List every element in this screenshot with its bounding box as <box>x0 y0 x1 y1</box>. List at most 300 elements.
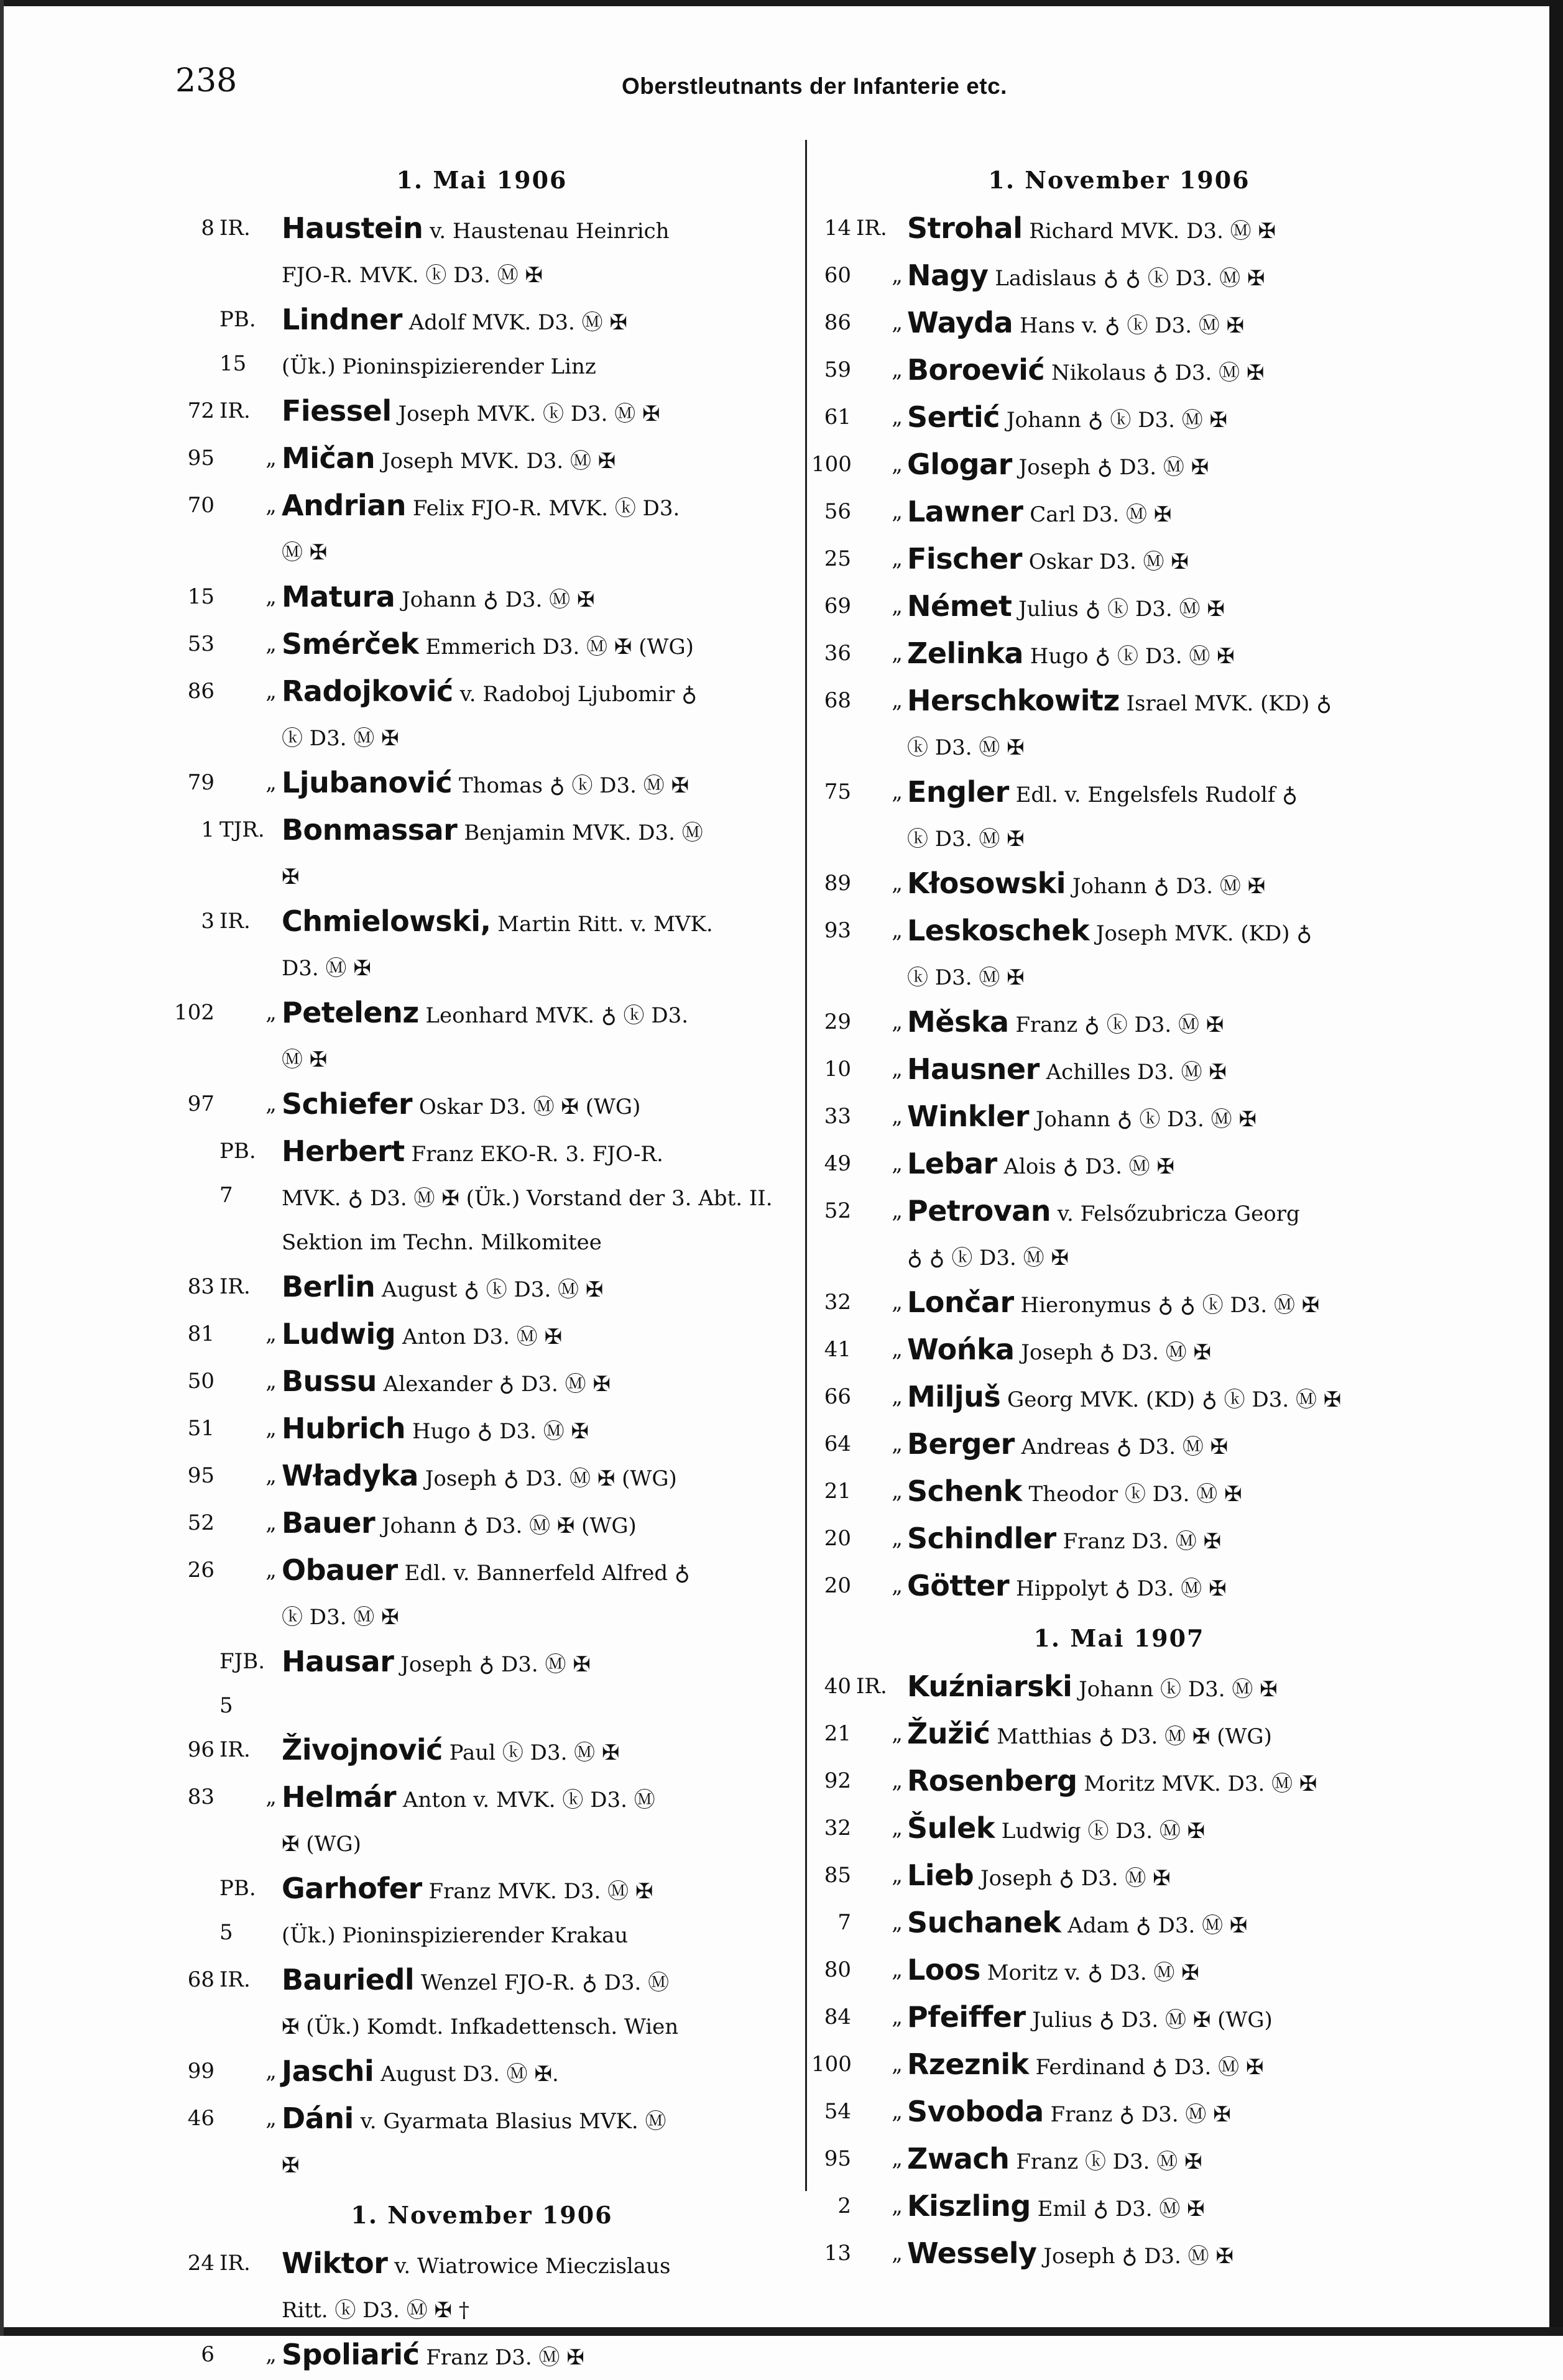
officer-surname: Bauriedl <box>282 1963 415 1996</box>
officer-entry <box>171 1867 793 1958</box>
ditto-mark: „ <box>892 1863 903 1888</box>
unit-abbreviation: IR. <box>856 1674 887 1699</box>
entry-text <box>907 1995 1427 2042</box>
officer-details: v. Haustenau Heinrich <box>430 219 670 244</box>
regiment-number: 61 <box>824 405 851 430</box>
entry-text <box>907 490 1427 537</box>
entry-text <box>907 1469 1427 1517</box>
officer-surname: Kłosowski <box>907 866 1066 900</box>
ditto-mark: „ <box>265 1463 277 1488</box>
officer-surname: Obauer <box>282 1553 398 1587</box>
entry-text <box>907 2137 1427 2184</box>
entry-text <box>282 1312 793 1359</box>
ditto-mark: „ <box>892 1573 903 1598</box>
officer-details: Achilles D3. Ⓜ ✠ <box>1046 1060 1227 1085</box>
officer-surname: Miljuš <box>907 1380 1001 1413</box>
section-heading: 1. November 1906 <box>351 2201 613 2229</box>
ditto-mark: „ <box>265 1416 277 1441</box>
entry-text <box>282 1728 793 1775</box>
ditto-mark: „ <box>892 452 903 477</box>
regiment-number: 51 <box>187 1416 214 1441</box>
unit-abbreviation: PB. 7 <box>219 1139 256 1208</box>
officer-details: Joseph ♁ D3. Ⓜ ✠ (WG) <box>425 1466 677 1491</box>
regiment-number: 25 <box>824 546 851 571</box>
officer-entry <box>171 1775 793 1867</box>
ditto-mark: „ <box>892 2241 903 2266</box>
officer-entry <box>811 1280 1427 1328</box>
ditto-mark: „ <box>892 1198 903 1223</box>
regiment-number: 14 <box>824 216 851 241</box>
officer-entry <box>171 1501 793 1548</box>
officer-surname: Matura <box>282 580 395 613</box>
officer-details: Ferdinand ♁ D3. Ⓜ ✠ <box>1035 2055 1264 2080</box>
entry-text <box>907 1280 1427 1328</box>
officer-entry <box>811 1901 1427 1948</box>
regiment-number: 64 <box>824 1431 851 1456</box>
officer-details-continuation: ⓚ D3. Ⓜ ✠ <box>907 827 1025 852</box>
entry-text <box>282 622 793 669</box>
entry-text <box>907 1000 1427 1047</box>
regiment-number: 68 <box>187 1967 214 1992</box>
officer-surname: Bauer <box>282 1506 376 1540</box>
officer-surname: Boroević <box>907 353 1045 387</box>
officer-details: Andreas ♁ D3. Ⓜ ✠ <box>1021 1435 1229 1459</box>
entry-list <box>811 206 1427 1611</box>
regiment-number: 83 <box>187 1785 214 1809</box>
officer-surname: Smérček <box>282 627 419 661</box>
entry-text <box>282 206 793 298</box>
officer-entry <box>811 1189 1427 1280</box>
regiment-number: 41 <box>824 1337 851 1362</box>
ditto-mark: „ <box>892 1768 903 1793</box>
unit-abbreviation: IR. <box>856 216 887 241</box>
entry-text <box>907 1142 1427 1189</box>
ditto-mark: „ <box>892 1910 903 1935</box>
officer-entry <box>811 1422 1427 1469</box>
officer-entry <box>811 395 1427 443</box>
regiment-number: 52 <box>824 1198 851 1223</box>
officer-entry <box>171 2049 793 2097</box>
officer-entry <box>811 2137 1427 2184</box>
officer-entry <box>811 1665 1427 1712</box>
ditto-mark: „ <box>892 1957 903 1982</box>
entry-text <box>282 899 793 991</box>
regiment-number: 93 <box>824 918 851 943</box>
entry-text <box>907 770 1427 861</box>
officer-surname: Radojković <box>282 674 453 708</box>
officer-entry <box>171 1359 793 1407</box>
officer-entry <box>171 899 793 991</box>
officer-surname: Živojnović <box>282 1733 443 1767</box>
entry-text <box>282 1454 793 1501</box>
regiment-number: 70 <box>187 493 214 518</box>
officer-entry <box>171 622 793 669</box>
officer-surname: Helmár <box>282 1780 397 1814</box>
officer-surname: Berger <box>907 1427 1015 1461</box>
unit-abbreviation: IR. <box>219 1967 251 1992</box>
officer-entry <box>811 770 1427 861</box>
regiment-number: 81 <box>187 1321 214 1346</box>
entry-text <box>907 632 1427 679</box>
regiment-number: 79 <box>187 770 214 795</box>
entry-text <box>282 575 793 622</box>
officer-entry <box>811 1095 1427 1142</box>
officer-entry <box>811 861 1427 909</box>
officer-entry <box>811 490 1427 537</box>
ditto-mark: „ <box>265 1091 277 1116</box>
ditto-mark: „ <box>265 2106 277 2131</box>
regiment-number: 40 <box>824 1674 851 1699</box>
section-heading: 1. November 1906 <box>988 166 1250 194</box>
officer-entry <box>811 1142 1427 1189</box>
officer-details: Wenzel FJO-R. ♁ D3. Ⓜ <box>421 1970 670 1995</box>
entry-text <box>282 1129 793 1265</box>
regiment-number: 26 <box>187 1558 214 1583</box>
ditto-mark: „ <box>265 584 277 609</box>
entry-text <box>907 1517 1427 1564</box>
entry-text <box>907 1422 1427 1469</box>
regiment-number: 36 <box>824 641 851 666</box>
officer-details: Moritz MVK. D3. Ⓜ ✠ <box>1084 1771 1317 1796</box>
officer-details: Joseph MVK. D3. Ⓜ ✠ <box>381 449 616 474</box>
officer-details: Johann ⓚ D3. Ⓜ ✠ <box>1079 1677 1278 1702</box>
officer-details-continuation: ✠ (Ük.) Komdt. Infkadettensch. Wien <box>282 2015 679 2039</box>
entry-text <box>907 1328 1427 1375</box>
officer-entry <box>171 1265 793 1312</box>
officer-details: Ladislaus ♁ ♁ ⓚ D3. Ⓜ ✠ <box>995 266 1265 291</box>
entry-text <box>907 1806 1427 1854</box>
officer-details: Anton D3. Ⓜ ✠ <box>402 1325 563 1349</box>
entry-text <box>282 484 793 575</box>
officer-details-continuation: ✠ <box>282 2153 300 2178</box>
ditto-mark: „ <box>892 546 903 571</box>
regiment-number: 89 <box>824 871 851 896</box>
entry-text <box>282 1359 793 1407</box>
officer-details: Moritz v. ♁ D3. Ⓜ ✠ <box>987 1960 1199 1985</box>
officer-entry <box>811 2184 1427 2231</box>
officer-entry <box>171 1958 793 2049</box>
officer-entry <box>171 1312 793 1359</box>
officer-entry <box>171 436 793 484</box>
regiment-number: 95 <box>187 1463 214 1488</box>
officer-entry <box>811 1328 1427 1375</box>
officer-entry <box>811 679 1427 770</box>
officer-details: Johann ♁ ⓚ D3. Ⓜ ✠ <box>1035 1107 1256 1132</box>
scan-border-left <box>0 0 4 2336</box>
officer-entry <box>171 1548 793 1640</box>
officer-details: Joseph ♁ D3. Ⓜ ✠ <box>400 1652 591 1677</box>
officer-details: Franz ⓚ D3. Ⓜ ✠ <box>1016 2149 1202 2174</box>
officer-surname: Zelinka <box>907 636 1023 670</box>
regiment-number: 83 <box>187 1274 214 1299</box>
officer-details-continuation: ⓚ D3. Ⓜ ✠ <box>907 735 1025 760</box>
regiment-number: 49 <box>824 1151 851 1176</box>
officer-details: Carl D3. Ⓜ ✠ <box>1030 502 1172 527</box>
officer-entry <box>811 2090 1427 2137</box>
officer-entry <box>171 2333 793 2380</box>
scan-border-top <box>0 0 1563 6</box>
ditto-mark: „ <box>265 493 277 518</box>
ditto-mark: „ <box>265 1785 277 1809</box>
officer-details: Joseph ♁ D3. Ⓜ ✠ <box>1018 455 1209 480</box>
ditto-mark: „ <box>892 2005 903 2029</box>
entry-text <box>907 1375 1427 1422</box>
officer-entry <box>811 584 1427 632</box>
entry-list <box>171 206 793 2188</box>
officer-entry <box>811 2042 1427 2090</box>
regiment-number: 15 <box>187 584 214 609</box>
officer-entry <box>171 991 793 1082</box>
officer-entry <box>811 1047 1427 1095</box>
officer-details: Joseph ♁ D3. Ⓜ ✠ <box>980 1866 1171 1891</box>
entry-text <box>282 808 793 899</box>
entry-text <box>907 1854 1427 1901</box>
entry-text <box>282 761 793 808</box>
regiment-number: 3 <box>201 909 214 934</box>
officer-details: Franz ♁ D3. Ⓜ ✠ <box>1050 2102 1231 2127</box>
entry-text <box>282 1082 793 1129</box>
officer-details: Edl. v. Bannerfeld Alfred ♁ <box>404 1561 690 1586</box>
officer-entry <box>811 1712 1427 1759</box>
officer-entry <box>811 1854 1427 1901</box>
officer-surname: Ludwig <box>282 1317 396 1351</box>
entry-text <box>282 1775 793 1867</box>
regiment-number: 20 <box>824 1573 851 1598</box>
officer-surname: Pfeiffer <box>907 2000 1026 2034</box>
officer-details-continuation: FJO-R. MVK. ⓚ D3. Ⓜ ✠ <box>282 263 543 288</box>
unit-abbreviation: IR. <box>219 1274 251 1299</box>
officer-surname: Götter <box>907 1569 1010 1602</box>
regiment-number: 33 <box>824 1104 851 1129</box>
entry-text <box>907 2090 1427 2137</box>
regiment-number: 75 <box>824 779 851 804</box>
officer-entry <box>171 1407 793 1454</box>
officer-surname: Jaschi <box>282 2054 374 2088</box>
officer-details: Matthias ♁ D3. Ⓜ ✠ (WG) <box>997 1724 1272 1749</box>
running-head: Oberstleutnants der Infanterie etc. <box>622 73 1007 99</box>
officer-details: v. Radoboj Ljubomir ♁ <box>459 682 698 707</box>
unit-abbreviation: TJR. <box>219 817 265 842</box>
officer-surname: Schenk <box>907 1474 1022 1508</box>
officer-surname: Wońka <box>907 1333 1015 1366</box>
officer-surname: Hubrich <box>282 1412 406 1445</box>
officer-surname: Petelenz <box>282 996 419 1029</box>
ditto-mark: „ <box>265 679 277 704</box>
regiment-number: 100 <box>811 2052 852 2077</box>
officer-surname: Német <box>907 589 1012 623</box>
officer-details-continuation: ✠ (WG) <box>282 1832 361 1857</box>
regiment-number: 46 <box>187 2106 214 2131</box>
officer-details: Georg MVK. (KD) ♁ ⓚ D3. Ⓜ ✠ <box>1007 1387 1342 1412</box>
officer-surname: Rosenberg <box>907 1764 1077 1798</box>
unit-abbreviation: FJB. 5 <box>219 1649 265 1718</box>
officer-entry <box>171 808 793 899</box>
officer-surname: Loos <box>907 1953 980 1987</box>
ditto-mark: „ <box>892 1721 903 1746</box>
officer-surname: Lawner <box>907 495 1023 528</box>
officer-surname: Andrian <box>282 489 407 522</box>
regiment-number: 53 <box>187 632 214 656</box>
ditto-mark: „ <box>892 1384 903 1409</box>
officer-surname: Schiefer <box>282 1087 413 1121</box>
ditto-mark: „ <box>265 1369 277 1394</box>
officer-entry <box>811 2231 1427 2279</box>
entry-text <box>282 1265 793 1312</box>
officer-details-continuation: ✠ <box>282 865 300 889</box>
entry-text <box>907 2231 1427 2279</box>
officer-surname: Ljubanović <box>282 766 453 799</box>
officer-details: Oskar D3. Ⓜ ✠ (WG) <box>418 1095 641 1119</box>
officer-surname: Kuźniarski <box>907 1670 1072 1703</box>
regiment-number: 96 <box>187 1737 214 1762</box>
officer-details: v. Wiatrowice Mieczislaus <box>394 2254 671 2279</box>
ditto-mark: „ <box>892 688 903 713</box>
officer-surname: Lindner <box>282 303 402 336</box>
entry-text <box>907 537 1427 584</box>
ditto-mark: „ <box>892 2146 903 2171</box>
officer-surname: Hausner <box>907 1052 1040 1086</box>
officer-surname: Fiessel <box>282 394 392 428</box>
officer-entry <box>811 348 1427 395</box>
ditto-mark: „ <box>892 263 903 288</box>
officer-details: Emil ♁ D3. Ⓜ ✠ <box>1037 2197 1205 2221</box>
officer-surname: Strohal <box>907 211 1023 245</box>
officer-surname: Šulek <box>907 1811 995 1845</box>
officer-entry <box>811 1564 1427 1611</box>
officer-entry <box>811 1375 1427 1422</box>
regiment-number: 20 <box>824 1526 851 1551</box>
entry-text <box>907 1189 1427 1280</box>
unit-abbreviation: PB. 5 <box>219 1876 256 1945</box>
officer-surname: Engler <box>907 775 1009 809</box>
regiment-number: 60 <box>824 263 851 288</box>
regiment-number: 32 <box>824 1816 851 1840</box>
regiment-number: 50 <box>187 1369 214 1394</box>
ditto-mark: „ <box>265 1558 277 1583</box>
regiment-number: 80 <box>824 1957 851 1982</box>
ditto-mark: „ <box>892 405 903 430</box>
ditto-mark: „ <box>265 1000 277 1025</box>
regiment-number: 13 <box>824 2241 851 2266</box>
officer-details: Adolf MVK. D3. Ⓜ ✠ <box>408 310 627 335</box>
regiment-number: 54 <box>824 2099 851 2124</box>
officer-entry <box>811 1948 1427 1995</box>
ditto-mark: „ <box>892 1431 903 1456</box>
officer-surname: Wayda <box>907 306 1013 339</box>
officer-details: Franz MVK. D3. Ⓜ ✠ <box>428 1879 653 1904</box>
officer-details: Anton v. MVK. ⓚ D3. Ⓜ <box>402 1788 655 1813</box>
officer-details: Julius ♁ ⓚ D3. Ⓜ ✠ <box>1018 597 1225 622</box>
left-column <box>171 162 793 2380</box>
regiment-number: 100 <box>811 452 852 477</box>
officer-entry <box>171 1129 793 1265</box>
entry-text <box>282 2241 793 2333</box>
officer-details-continuation: ♁ ♁ ⓚ D3. Ⓜ ✠ <box>907 1246 1069 1270</box>
ditto-mark: „ <box>892 1526 903 1551</box>
regiment-number: 32 <box>824 1290 851 1315</box>
officer-details: Franz ♁ ⓚ D3. Ⓜ ✠ <box>1015 1013 1224 1037</box>
officer-surname: Petrovan <box>907 1194 1051 1228</box>
entry-text <box>907 1759 1427 1806</box>
officer-details: Adam ♁ D3. Ⓜ ✠ <box>1067 1913 1248 1938</box>
ditto-mark: „ <box>892 1290 903 1315</box>
officer-entry <box>171 1640 793 1728</box>
officer-entry <box>171 206 793 298</box>
unit-abbreviation: IR. <box>219 1737 251 1762</box>
ditto-mark: „ <box>892 871 903 896</box>
officer-surname: Sertić <box>907 400 1000 434</box>
entry-text <box>282 2049 793 2097</box>
officer-surname: Lebar <box>907 1147 997 1180</box>
officer-details: Julius ♁ D3. Ⓜ ✠ (WG) <box>1032 2008 1273 2033</box>
entry-text <box>907 254 1427 301</box>
regiment-number: 85 <box>824 1863 851 1888</box>
officer-details: Alexander ♁ D3. Ⓜ ✠ <box>383 1372 611 1397</box>
entry-text <box>907 584 1427 632</box>
officer-details: Theodor ⓚ D3. Ⓜ ✠ <box>1028 1482 1242 1507</box>
officer-details: August ♁ ⓚ D3. Ⓜ ✠ <box>382 1277 604 1302</box>
officer-details: Richard MVK. D3. Ⓜ ✠ <box>1029 219 1276 244</box>
officer-surname: Herbert <box>282 1134 405 1168</box>
ditto-mark: „ <box>892 1151 903 1176</box>
officer-entry <box>171 389 793 436</box>
regiment-number: 8 <box>201 216 214 241</box>
unit-abbreviation: PB. 15 <box>219 307 256 376</box>
officer-entry <box>811 1469 1427 1517</box>
officer-details: Joseph ♁ D3. Ⓜ ✠ <box>1021 1340 1212 1365</box>
ditto-mark: „ <box>892 357 903 382</box>
officer-entry <box>811 1517 1427 1564</box>
officer-details: Johann ♁ ⓚ D3. Ⓜ ✠ <box>1006 408 1227 433</box>
officer-details-continuation: ⓚ D3. Ⓜ ✠ <box>282 726 399 751</box>
officer-details: August D3. Ⓜ ✠. <box>380 2062 559 2087</box>
officer-entry <box>811 1806 1427 1854</box>
column-divider <box>805 140 807 2191</box>
ditto-mark: „ <box>892 1057 903 1082</box>
officer-surname: Dáni <box>282 2102 354 2135</box>
entry-text <box>282 1501 793 1548</box>
officer-entry <box>811 443 1427 490</box>
officer-details: Thomas ♁ ⓚ D3. Ⓜ ✠ <box>458 773 689 798</box>
officer-entry <box>811 1995 1427 2042</box>
officer-surname: Garhofer <box>282 1872 422 1905</box>
entry-text <box>282 1867 793 1958</box>
entry-text <box>907 909 1427 1000</box>
regiment-number: 52 <box>187 1510 214 1535</box>
entry-text <box>282 2097 793 2188</box>
entry-text <box>282 1548 793 1640</box>
ditto-mark: „ <box>892 779 903 804</box>
regiment-number: 86 <box>187 679 214 704</box>
entry-text <box>282 389 793 436</box>
regiment-number: 69 <box>824 594 851 618</box>
officer-details: Johann ♁ D3. Ⓜ ✠ <box>1072 874 1266 899</box>
section-heading: 1. Mai 1906 <box>396 166 568 194</box>
regiment-number: 7 <box>837 1910 851 1935</box>
officer-surname: Spoliarić <box>282 2338 420 2371</box>
ditto-mark: „ <box>892 310 903 335</box>
regiment-number: 29 <box>824 1009 851 1034</box>
officer-details: Oskar D3. Ⓜ ✠ <box>1028 549 1189 574</box>
entry-text <box>907 2042 1427 2090</box>
entry-text <box>282 1640 793 1687</box>
officer-entry <box>811 537 1427 584</box>
ditto-mark: „ <box>892 1104 903 1129</box>
officer-surname: Suchanek <box>907 1906 1061 1939</box>
regiment-number: 86 <box>824 310 851 335</box>
officer-surname: Zwach <box>907 2142 1010 2176</box>
officer-surname: Mičan <box>282 441 376 475</box>
